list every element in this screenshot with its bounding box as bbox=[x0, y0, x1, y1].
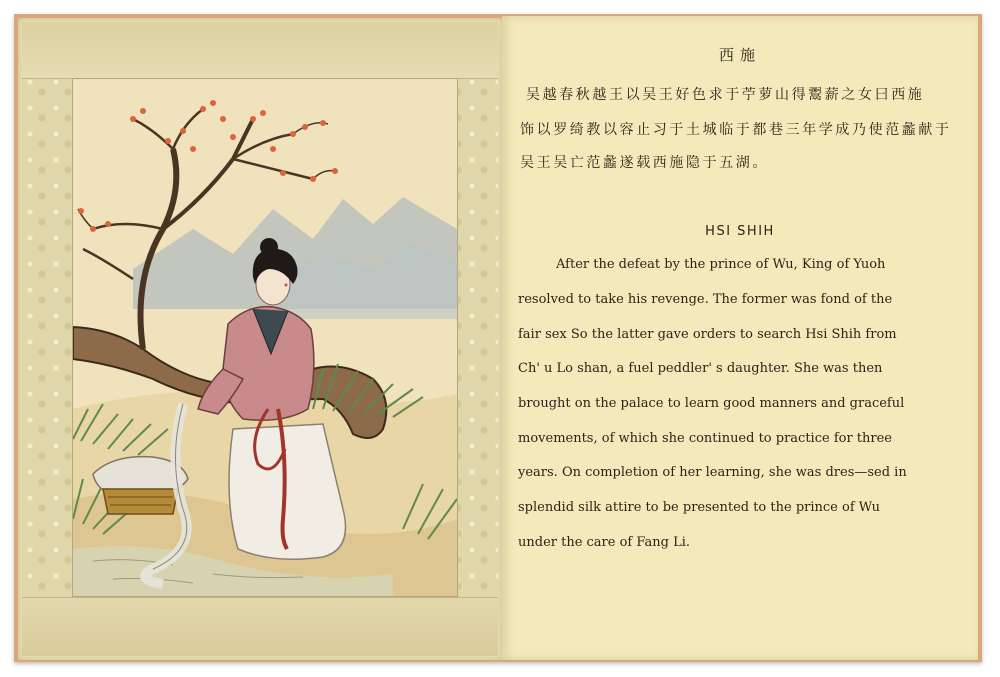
english-line-1: After the defeat by the prince of Wu, King of Yuoh bbox=[556, 257, 886, 272]
english-line-4: Ch' u Lo shan, a fuel peddler' s daughter. She was then bbox=[518, 361, 883, 376]
english-line-2: resolved to take his revenge. The former was fond of the bbox=[518, 292, 893, 307]
english-title: HSI SHIH bbox=[705, 224, 775, 239]
right-page bbox=[502, 16, 978, 660]
english-line-6: movements, of which she continued to practice for three bbox=[518, 431, 893, 446]
chinese-line-3: 吴王吴亡范蠡遂载西施隐于五湖。 bbox=[520, 155, 769, 171]
chinese-title: 西施 bbox=[718, 46, 761, 64]
english-line-9: under the care of Fang Li. bbox=[518, 535, 691, 550]
chinese-line-1: 吴越春秋越王以吴王好色求于苧萝山得鬻薪之女曰西施 bbox=[526, 87, 925, 103]
left-page bbox=[18, 18, 503, 660]
english-line-5: brought on the palace to learn good manners and graceful bbox=[518, 396, 905, 411]
illustration-painting bbox=[72, 78, 458, 597]
english-line-8: splendid silk attire to be presented to the prince of Wu bbox=[518, 500, 880, 515]
english-line-3: fair sex So the latter gave orders to search Hsi Shih from bbox=[518, 327, 897, 342]
chinese-line-2: 饰以罗绮教以容止习于土城临于都巷三年学成乃使范蠡献于 bbox=[520, 122, 952, 138]
mount-top-band bbox=[22, 22, 498, 79]
mount-bottom-band bbox=[22, 597, 498, 656]
english-line-7: years. On completion of her learning, she was dres—sed in bbox=[518, 465, 907, 480]
